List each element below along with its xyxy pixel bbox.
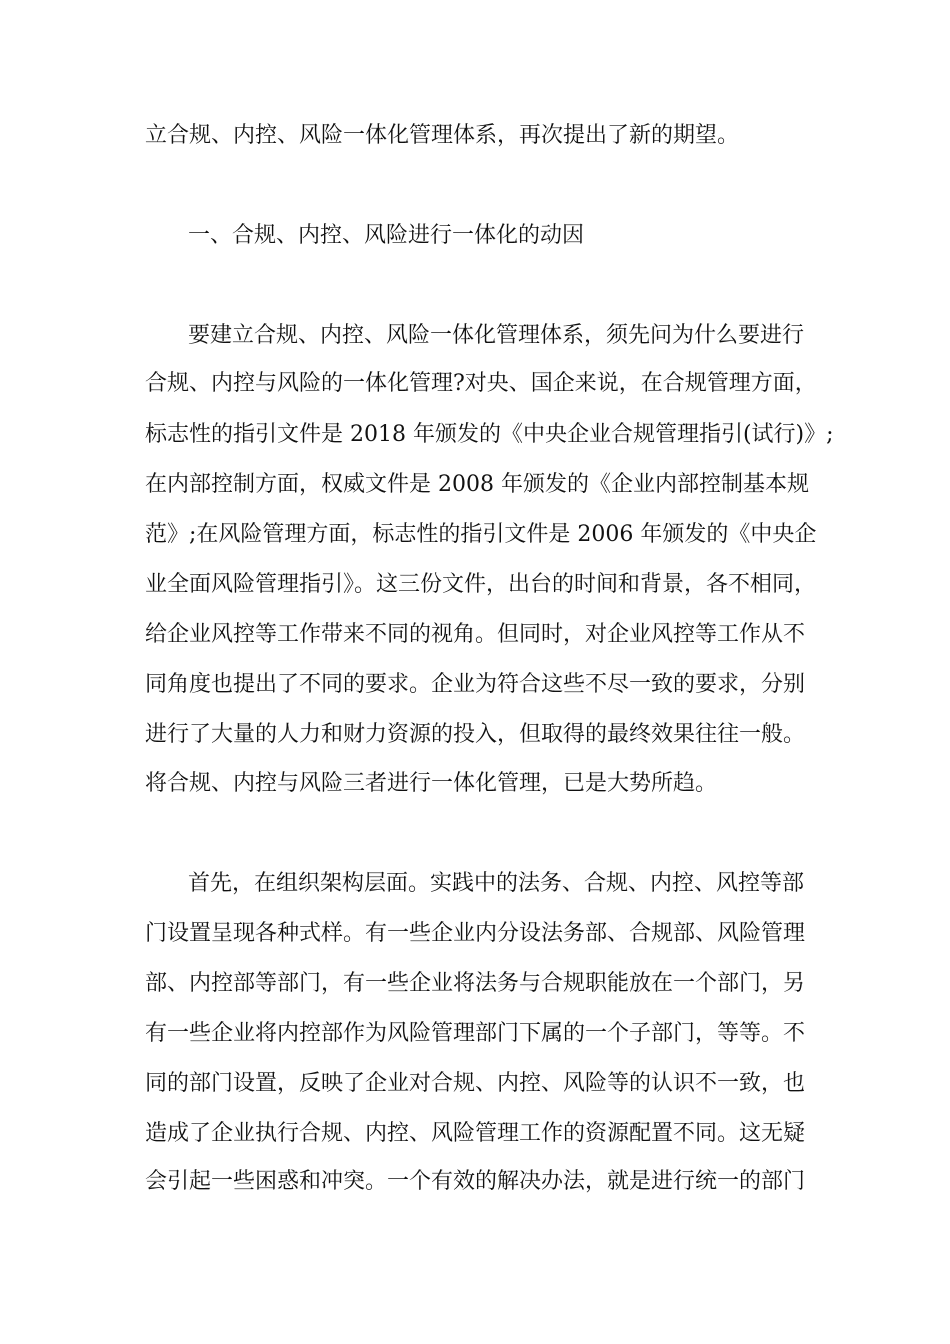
paragraph-motivation-line <box>0 770 950 798</box>
text-line: 造成了企业执行合规、内控、风险管理工作的资源配置不同。这无疑 <box>145 1121 806 1146</box>
paragraph-organization-line <box>0 870 950 898</box>
section-heading <box>0 222 950 250</box>
text-line: 门设置呈现各种式样。有一些企业内分设法务部、合规部、风险管理 <box>145 921 806 946</box>
text-line: 会引起一些困惑和冲突。一个有效的解决办法，就是进行统一的部门 <box>145 1169 806 1194</box>
text-line: 业全面风险管理指引》。这三份文件，出台的时间和背景，各不相同， <box>145 572 817 597</box>
text-line: 首先，在组织架构层面。实践中的法务、合规、内控、风控等部 <box>188 871 805 896</box>
paragraph-organization-line <box>0 920 950 948</box>
text-line: 有一些企业将内控部作为风险管理部门下属的一个子部门，等等。不 <box>145 1021 806 1046</box>
text-line: 合规、内控与风险的一体化管理?对央、国企来说，在合规管理方面， <box>145 371 817 396</box>
paragraph-intro-line <box>0 122 950 150</box>
paragraph-organization-line <box>0 1120 950 1148</box>
paragraph-motivation-line <box>0 322 950 350</box>
text-line: 给企业风控等工作带来不同的视角。但同时，对企业风控等工作从不 <box>145 622 806 647</box>
text-line: 立合规、内控、风险一体化管理体系，再次提出了新的期望。 <box>145 123 740 148</box>
text-line: 同的部门设置，反映了企业对合规、内控、风险等的认识不一致，也 <box>145 1071 806 1096</box>
text-line: 将合规、内控与风险三者进行一体化管理，已是大势所趋。 <box>145 771 718 796</box>
text-line: 部、内控部等部门，有一些企业将法务与合规职能放在一个部门，另 <box>145 971 806 996</box>
paragraph-motivation-line <box>0 521 950 549</box>
text-line: 在内部控制方面，权威文件是 2008 年颁发的《企业内部控制基本规 <box>145 472 809 497</box>
paragraph-organization-line <box>0 1020 950 1048</box>
paragraph-organization-line <box>0 1168 950 1196</box>
paragraph-motivation-line <box>0 471 950 499</box>
paragraph-organization-line <box>0 970 950 998</box>
text-line: 要建立合规、内控、风险一体化管理体系，须先问为什么要进行 <box>188 323 805 348</box>
paragraph-motivation-line <box>0 721 950 749</box>
section-heading-text: 一、合规、内控、风险进行一体化的动因 <box>188 223 585 248</box>
text-line: 进行了大量的人力和财力资源的投入，但取得的最终效果往往一般。 <box>145 722 806 747</box>
paragraph-motivation-line <box>0 571 950 599</box>
paragraph-motivation-line <box>0 370 950 398</box>
paragraph-motivation-line <box>0 621 950 649</box>
text-line: 范》;在风险管理方面，标志性的指引文件是 2006 年颁发的《中央企 <box>145 522 817 547</box>
text-line: 同角度也提出了不同的要求。企业为符合这些不尽一致的要求，分别 <box>145 672 806 697</box>
paragraph-motivation-line <box>0 421 950 449</box>
paragraph-organization-line <box>0 1070 950 1098</box>
paragraph-motivation-line <box>0 671 950 699</box>
text-line: 标志性的指引文件是 2018 年颁发的《中央企业合规管理指引(试行)》; <box>145 422 834 447</box>
